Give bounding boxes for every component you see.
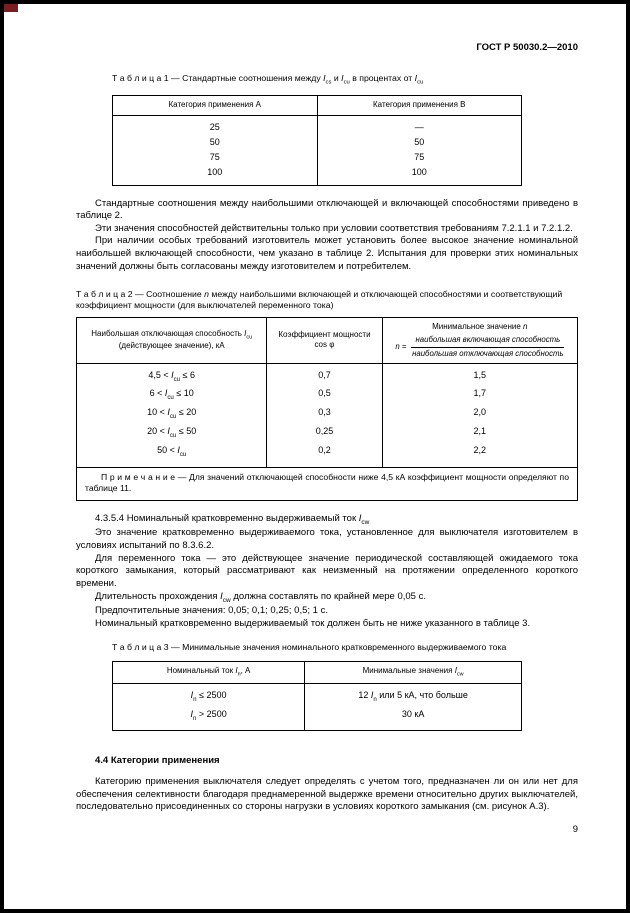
table2-caption: Т а б л и ц а 2 — Соотношение n между наибольшими включающей и отключающей способностями и соответствующий коэффициент мощности (для выключателей переменного тока) xyxy=(76,289,563,311)
formula-prefix: n = xyxy=(395,341,407,351)
paragraph: Это значение кратковременно выдерживаемого тока, установленное для выключателя изготовителем в условиях испытаний по 8.3.6.2. xyxy=(76,527,578,552)
table-row xyxy=(113,115,522,135)
doc-number: ГОСТ Р 50030.2—2010 xyxy=(476,42,578,53)
paragraph: Эти значения способностей действительны только при условии соответствия требованиям 7.2.1.1 и 7.2.1.2. xyxy=(95,222,573,234)
table-cell: 0,5 xyxy=(267,386,382,405)
paragraph: Длительность прохождения $I_{cw}$ должна составлять по крайней мере 0,05 с. xyxy=(95,590,426,604)
table-cell: 1,7 xyxy=(382,386,577,405)
table-row xyxy=(77,363,578,386)
fraction-denominator: наибольшая отключающая способность xyxy=(412,348,564,358)
fraction-numerator: наибольшая включающая способность xyxy=(411,335,564,347)
table-row xyxy=(113,150,522,165)
table3-col-header-rated-current: Номинальный ток $I_n$, А xyxy=(113,662,305,684)
table-cell: 1,5 xyxy=(382,363,577,386)
table-cell: 100 xyxy=(317,165,522,186)
section-4-4-title: 4.4 Категории применения xyxy=(95,755,220,767)
paragraph: Номинальный кратковременно выдерживаемый ток должен быть не ниже указанного в таблице 3. xyxy=(95,617,531,629)
table1 xyxy=(112,95,522,185)
table-cell: 0,7 xyxy=(267,363,382,386)
table3-block xyxy=(112,642,522,731)
table-row xyxy=(77,443,578,467)
table3-caption: Т а б л и ц а 3 — Минимальные значения номинального кратковременного выдерживаемого тока xyxy=(112,642,507,653)
table1-block xyxy=(112,73,522,186)
table3 xyxy=(112,661,522,731)
table-cell: 2,0 xyxy=(382,405,577,424)
table-cell: 100 xyxy=(207,166,223,177)
table1-col-header-b: Категория применения В xyxy=(317,96,522,115)
table-row xyxy=(113,165,522,186)
table-cell: 0,25 xyxy=(267,424,382,443)
table-cell: 2,1 xyxy=(382,424,577,443)
paragraph: При наличии особых требований изготовитель может установить более высокое значение номинальной наибольшей включающей способности, чем указано в таблице 2. Испытания для проверки этих номинальных значений должны быть согласованы между изготовителем и потребителем. xyxy=(76,235,578,272)
table2-note-row xyxy=(77,467,578,500)
paragraph: Стандартные соотношения между наибольшими отключающей и включающей способностями приведено в таблице 2. xyxy=(76,197,578,222)
table3-col-header-min-values: Минимальные значения $I_{cw}$ xyxy=(305,662,522,684)
table2-col-header-capacity: Наибольшая отключающая способность $I_{cu}$ (действующее значение), кА xyxy=(77,318,267,364)
page-number: 9 xyxy=(572,823,578,835)
table-row xyxy=(77,405,578,424)
table2-header-row xyxy=(77,318,578,364)
table2 xyxy=(76,317,578,501)
paragraph: Предпочтительные значения: 0,05; 0,1; 0,25; 0,5; 1 с. xyxy=(95,605,328,617)
table-cell: $20 < I_{cu} \le 50$ xyxy=(147,426,197,439)
table3-header-row xyxy=(113,662,522,684)
table-row xyxy=(113,135,522,150)
table-cell: $6 < I_{cu} \le 10$ xyxy=(149,388,194,402)
section-4-3-5-4-title: 4.3.5.4 Номинальный кратковременно выдерживаемый ток $I_{cw}$ xyxy=(95,512,370,526)
table-cell: 0,2 xyxy=(267,443,382,467)
table-cell: 50 xyxy=(317,135,522,150)
table-cell: 50 xyxy=(209,136,220,147)
n-ratio-title: Минимальное значение n xyxy=(432,322,528,332)
table2-col-header-n-ratio xyxy=(382,318,577,364)
n-ratio-formula xyxy=(388,335,572,358)
table-cell: 30 кА xyxy=(305,707,522,731)
table-cell: $4,5 < I_{cu} \le 6$ xyxy=(148,369,196,383)
table1-caption: Т а б л и ц а 1 — Стандартные соотношения между $I_{cs}$ и $I_{cu}$ в процентах от $I_{cu}$ xyxy=(112,73,424,86)
formula-fraction xyxy=(411,335,564,358)
table2-note: П р и м е ч а н и е — Для значений отключающей способности ниже 4,5 кА коэффициент мощности определяют по таблице 11. xyxy=(77,467,578,500)
table1-col-header-a: Категория применения А xyxy=(113,96,318,115)
table-row xyxy=(77,424,578,443)
table-cell: 25 xyxy=(209,121,220,132)
table-row xyxy=(113,683,522,706)
table-row xyxy=(77,386,578,405)
page-content xyxy=(4,4,626,909)
table-cell: 12 $I_n$ или 5 кА, что больше xyxy=(305,683,522,706)
table-cell: $I_n > 2500$ xyxy=(190,708,227,722)
table-cell: $50 < I_{cu}$ xyxy=(157,444,187,458)
table-cell: 75 xyxy=(317,150,522,165)
table2-col-header-power-factor: Коэффициент мощности cos φ xyxy=(267,318,382,364)
table-cell: $10 < I_{cu} \le 20$ xyxy=(147,407,197,421)
table-row xyxy=(113,707,522,731)
table-cell: $I_n \le 2500$ xyxy=(190,689,227,703)
table-cell: — xyxy=(317,115,522,135)
table1-header-row xyxy=(113,96,522,115)
paragraph: Категорию применения выключателя следует определять с учетом того, предназначен ли он или нет для обеспечения селективности благодаря преднамеренной выдержке времени относительно других выключателей, последовательно присоединенных со стороны нагрузки в условиях короткого замыкания (см. рисунок А.3). xyxy=(76,776,578,813)
table-cell: 2,2 xyxy=(382,443,577,467)
paragraph: Для переменного тока — это действующее значение периодической составляющей ожидаемого тока короткого замыкания, который рассматривают как неизменный на протяжении определенного короткого времени. xyxy=(76,552,578,589)
table-cell: 0,3 xyxy=(267,405,382,424)
table-cell: 75 xyxy=(209,151,220,162)
